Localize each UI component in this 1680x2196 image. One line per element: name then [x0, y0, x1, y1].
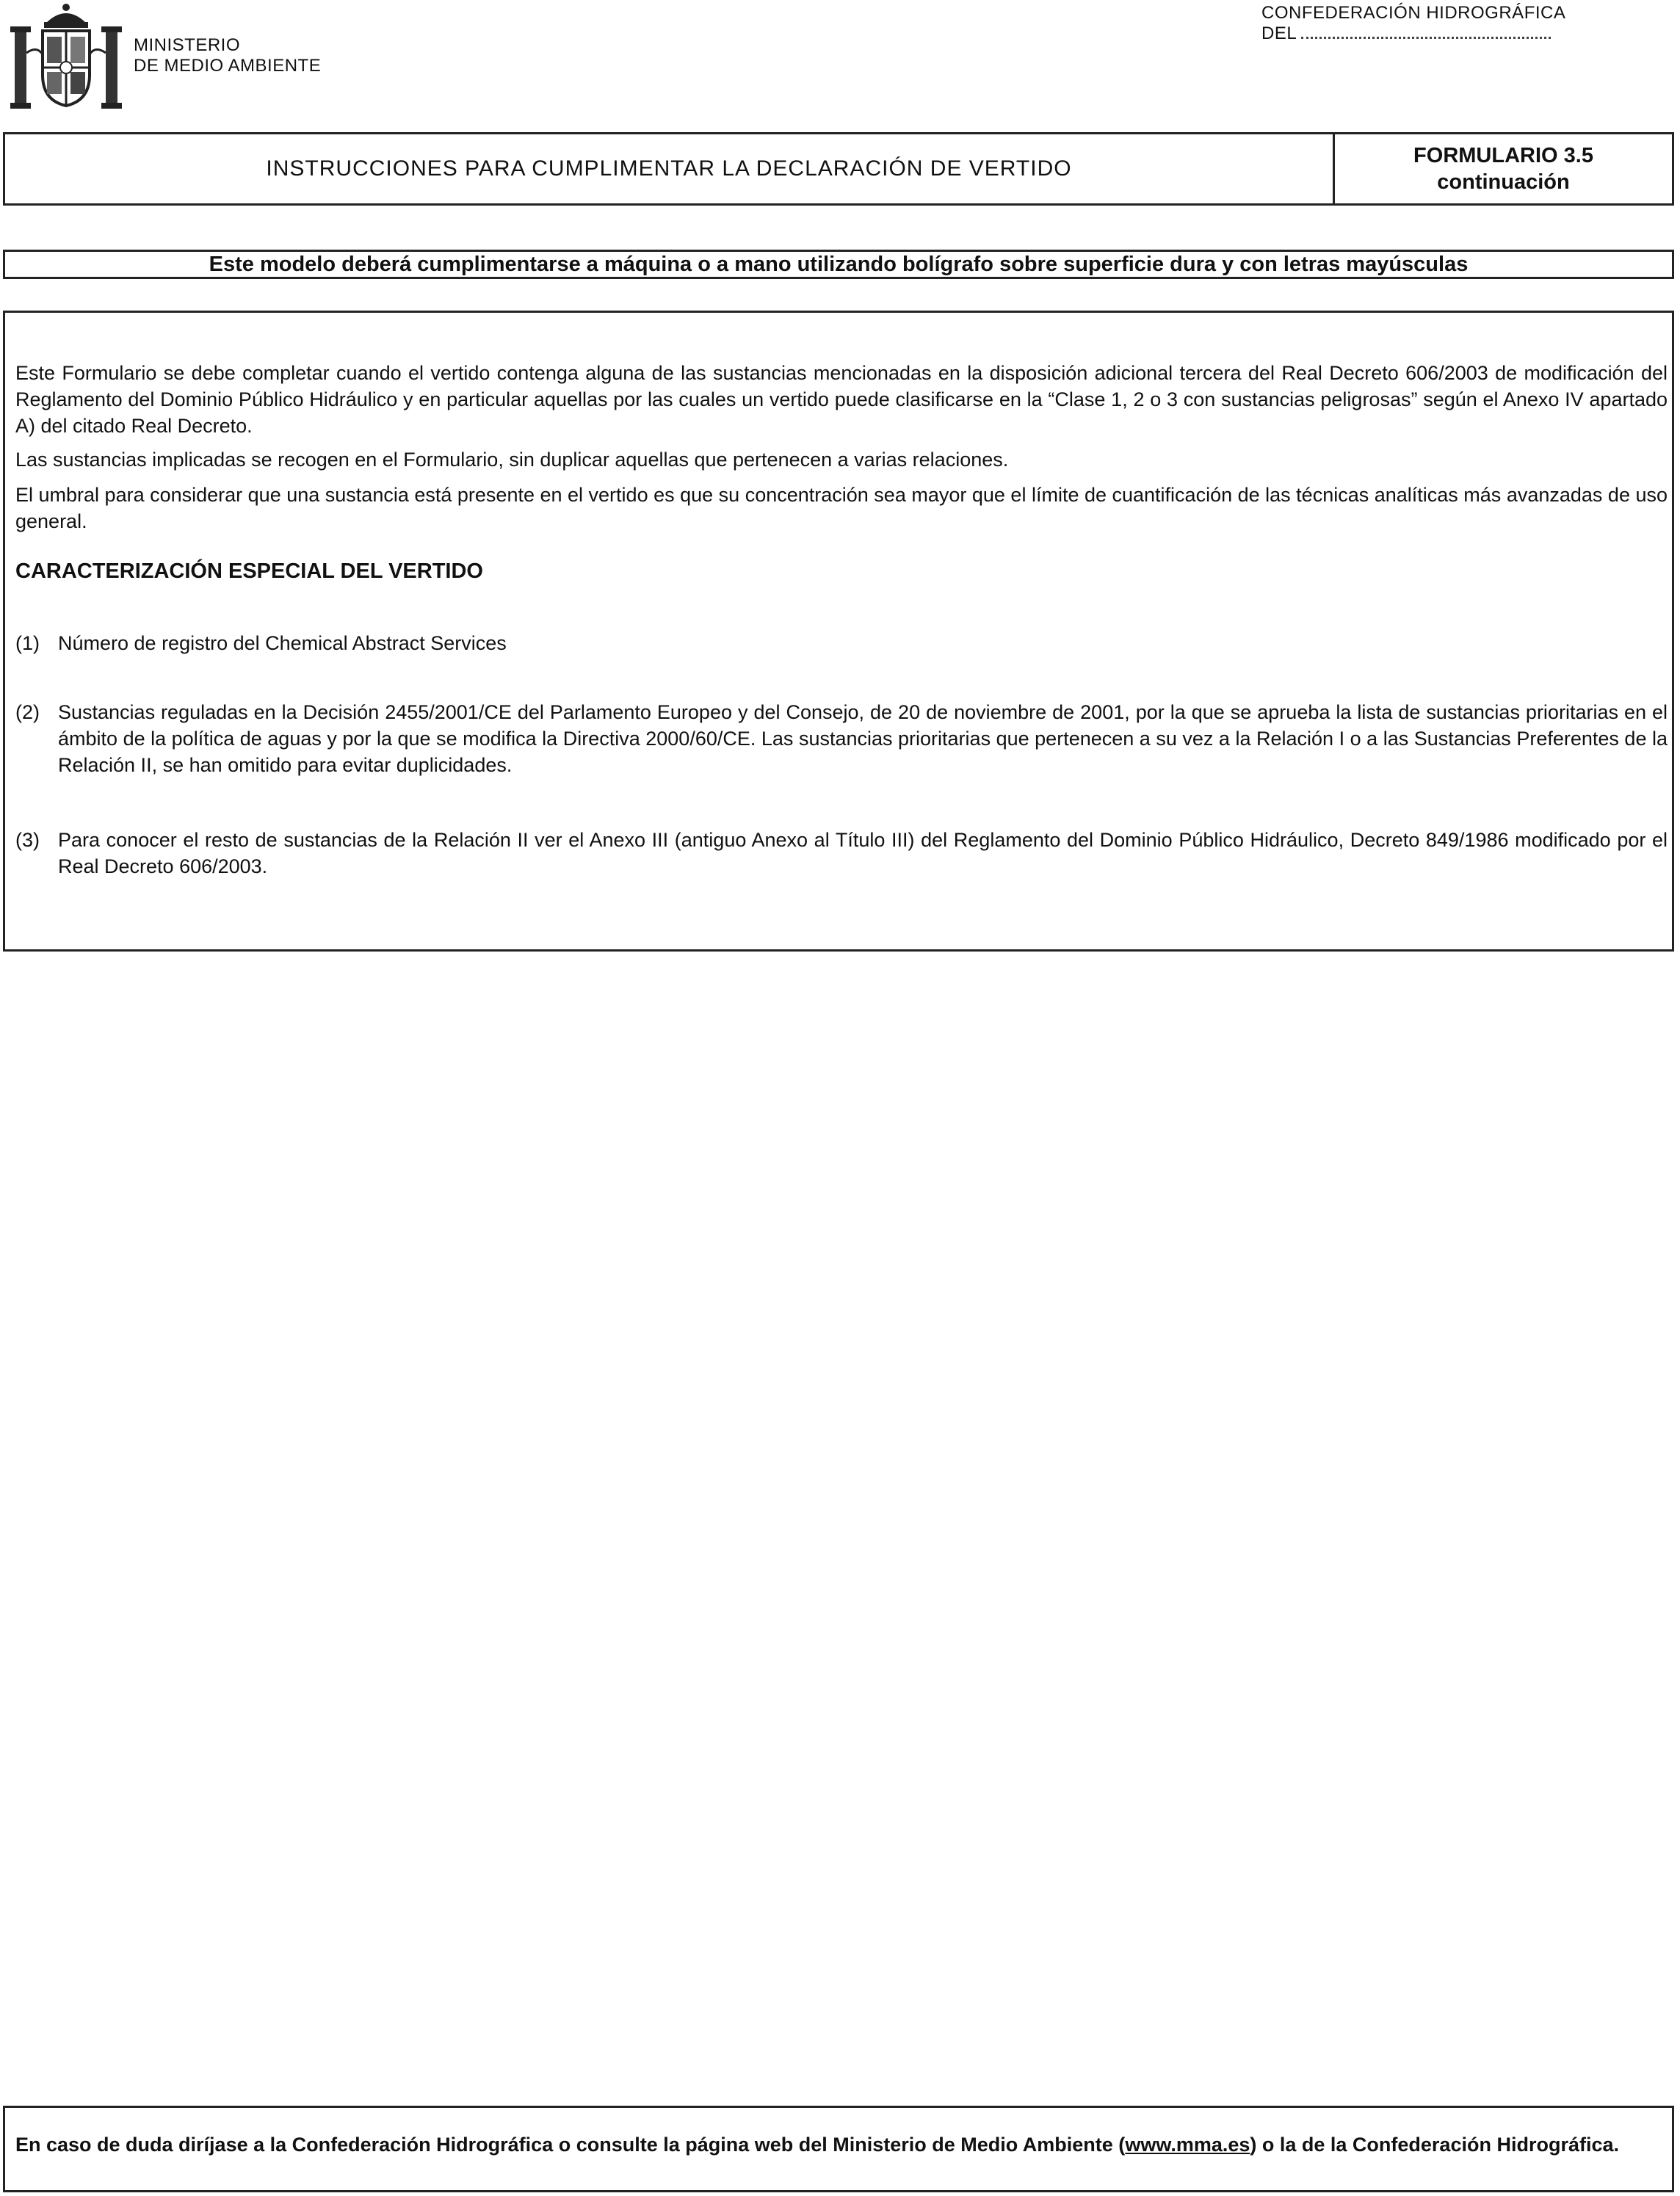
intro-paragraph: Este Formulario se debe completar cuando el vertido contenga alguna de las sustancias mencionadas en la disposición adicional tercera del Real Decreto 606/2003 de modificación del Reglamento del Dominio Público Hidráulico y en particular aquellas por las cuales un vertido puede clasificarse en la “Clase 1, 2 o 3 con sustancias peligrosas” según el Anexo IV apartado A) del citado Real Decreto.: [15, 362, 1668, 437]
document-title: INSTRUCCIONES PARA CUMPLIMENTAR LA DECLARACIÓN DE VERTIDO: [266, 156, 1072, 181]
confederation-line-2: [1261, 23, 1565, 44]
footnote-text: Para conocer el resto de sustancias de la Relación II ver el Anexo III (antiguo Anexo al Título III) del Reglamento del Dominio Público Hidráulico, Decreto 849/1986 modificado por el Real Decreto 606/2003.: [58, 829, 1668, 877]
footnote-number: (1): [15, 632, 40, 654]
footer-box: [3, 2106, 1674, 2192]
footnote-number: (3): [15, 829, 40, 851]
title-box: [3, 132, 1674, 206]
footnote-text: Número de registro del Chemical Abstract Services: [58, 632, 507, 654]
footer-text-after-link: ) o la de la Confederación Hidrográfica.: [1250, 2134, 1619, 2156]
form-number: FORMULARIO 3.5: [1413, 144, 1593, 167]
footer-help-text: [15, 2131, 1631, 2158]
ministry-name: [134, 35, 321, 76]
form-identifier: [1335, 134, 1672, 203]
form-subtitle: continuación: [1437, 170, 1570, 194]
confederation-header: [1261, 3, 1565, 44]
instructions-box: [3, 311, 1674, 952]
substances-paragraph: Las sustancias implicadas se recogen en el Formulario, sin duplicar aquellas que pertenecen a varias relaciones.: [15, 449, 1009, 471]
fill-in-notice: Este modelo deberá cumplimentarse a máquina o a mano utilizando bolígrafo sobre superficie dura y con letras mayúsculas: [3, 250, 1674, 279]
section-heading: CARACTERIZACIÓN ESPECIAL DEL VERTIDO: [15, 559, 483, 583]
footnote-number: (2): [15, 701, 40, 723]
confederation-name-blank[interactable]: [1301, 23, 1551, 39]
threshold-paragraph: El umbral para considerar que una sustancia está presente en el vertido es que su concentración sea mayor que el límite de cuantificación de las técnicas analíticas más avanzadas de uso general.: [15, 484, 1668, 532]
footer-text-before-link: En caso de duda diríjase a la Confederación Hidrográfica o consulte la página web del Ministerio de Medio Ambiente (: [15, 2134, 1126, 2156]
ministry-website-link[interactable]: www.mma.es: [1125, 2134, 1250, 2156]
ministry-line-2: DE MEDIO AMBIENTE: [134, 56, 322, 76]
confederation-line-1: CONFEDERACIÓN HIDROGRÁFICA: [1261, 3, 1566, 23]
footnote-text: Sustancias reguladas en la Decisión 2455/2001/CE del Parlamento Europeo y del Consejo, de 20 de noviembre de 2001, por la que se aprueba la lista de sustancias prioritarias en el ámbito de la política de aguas y por la que se modifica la Directiva 2000/60/CE. Las sustancias prioritarias que pertenecen a su vez a la Relación I o a las Sustancias Preferentes de la Relación II, se han omitido para evitar duplicidades.: [58, 701, 1668, 776]
confederation-del-label: DEL: [1261, 23, 1297, 43]
coat-of-arms-logo: [7, 1, 125, 112]
ministry-line-1: MINISTERIO: [134, 35, 241, 55]
